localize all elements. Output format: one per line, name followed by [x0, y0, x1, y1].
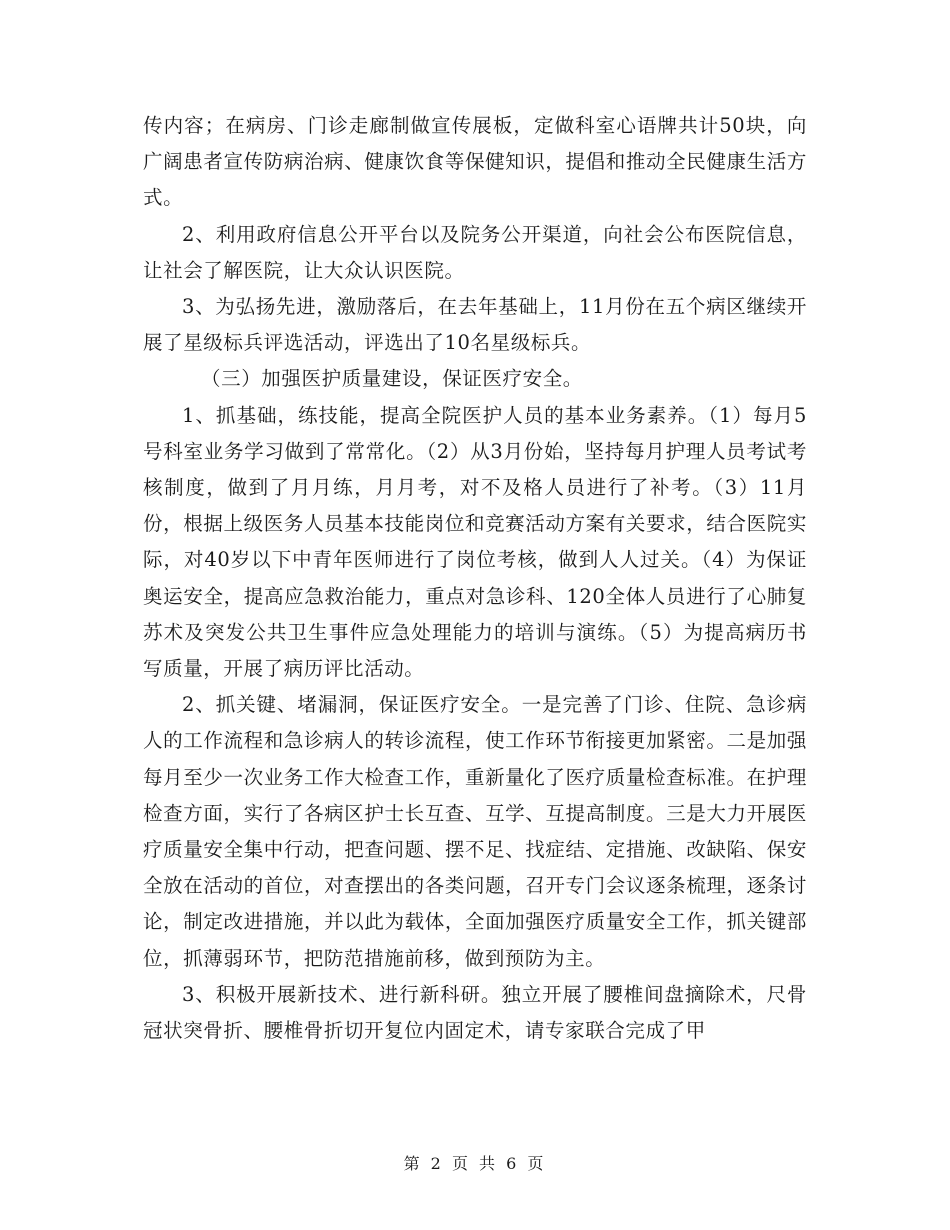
- paragraph-continuation: 传内容；在病房、门诊走廊制做宣传展板，定做科室心语牌共计50块，向广阔患者宣传防病治病、健康饮食等保健知识，提倡和推动全民健康生活方式。: [143, 114, 807, 210]
- paragraph-item-2b: 2、抓关键、堵漏洞，保证医疗安全。一是完善了门诊、住院、急诊病人的工作流程和急诊病人的转诊流程，使工作环节衔接更加紧密。二是加强每月至少一次业务工作大检查工作，重新量化了医疗质量检查标准。在护理检查方面，实行了各病区护士长互查、互学、互提高制度。三是大力开展医疗质量安全集中行动，把查问题、摆不足、找症结、定措施、改缺陷、保安全放在活动的首位，对查摆出的各类问题，召开专门会议逐条梳理，逐条讨论，制定改进措施，并以此为载体，全面加强医疗质量安全工作，抓关键部位，抓薄弱环节，把防范措施前移，做到预防为主。: [143, 693, 807, 970]
- paragraph-item-2: 2、利用政府信息公开平台以及院务公开渠道，向社会公布医院信息，让社会了解医院，让大众认识医院。: [143, 222, 807, 282]
- page-footer: 第 2 页 共 6 页: [403, 1154, 547, 1173]
- paragraph-item-3: 3、为弘扬先进，激励落后，在去年基础上，11月份在五个病区继续开展了星级标兵评选活动，评选出了10名星级标兵。: [143, 295, 807, 355]
- paragraph-item-1: 1、抓基础，练技能，提高全院医护人员的基本业务素养。（1）每月5号科室业务学习做到了常常化。（2）从3月份始，坚持每月护理人员考试考核制度，做到了月月练，月月考，对不及格人员进行了补考。（3）11月份，根据上级医务人员基本技能岗位和竞赛活动方案有关要求，结合医院实际，对40岁以下中青年医师进行了岗位考核，做到人人过关。（4）为保证奥运安全，提高应急救治能力，重点对急诊科、120全体人员进行了心肺复苏术及突发公共卫生事件应急处理能力的培训与演练。（5）为提高病历书写质量，开展了病历评比活动。: [143, 403, 807, 681]
- section-heading: （三）加强医护质量建设，保证医疗安全。: [201, 367, 583, 391]
- paragraph-item-3b: 3、积极开展新技术、进行新科研。独立开展了腰椎间盘摘除术，尺骨冠状突骨折、腰椎骨折切开复位内固定术，请专家联合完成了甲: [143, 982, 807, 1043]
- document-body: [143, 108, 807, 1049]
